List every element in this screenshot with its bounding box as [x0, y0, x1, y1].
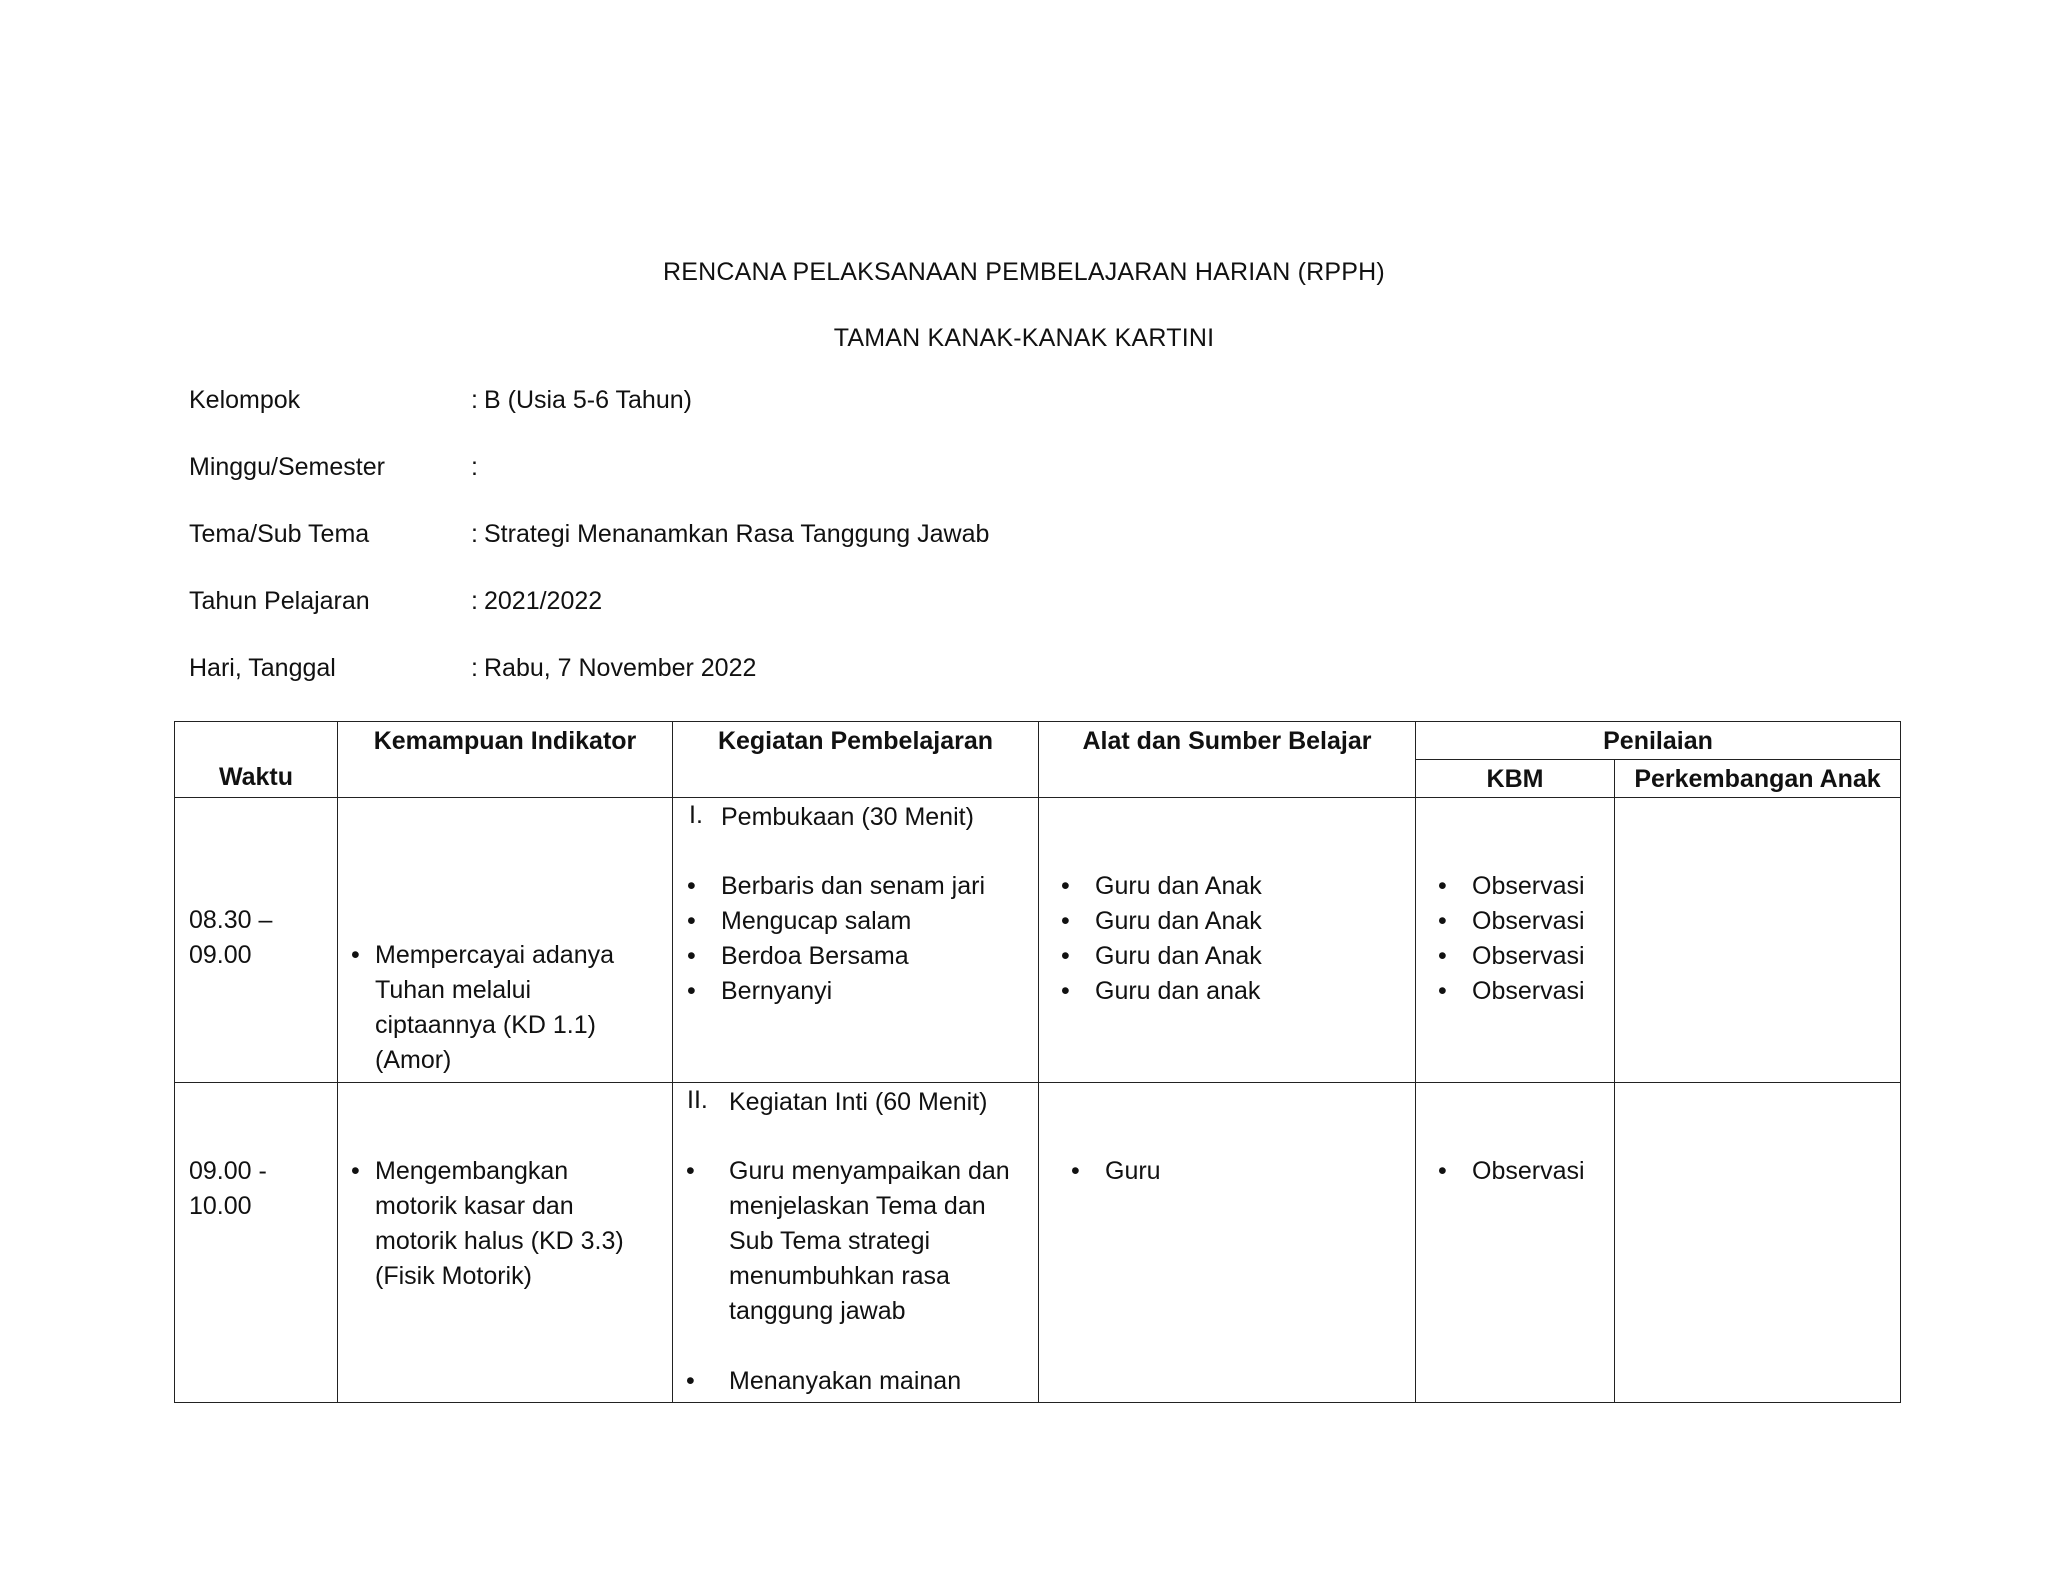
list-item: • Observasi	[1424, 1154, 1614, 1189]
cell-waktu	[175, 798, 338, 1083]
alat-list	[1039, 1154, 1415, 1189]
table-row	[175, 798, 1901, 1083]
waktu-end: 09.00	[189, 941, 252, 969]
header-alat-sumber-belajar: Alat dan Sumber Belajar	[1039, 722, 1416, 798]
kbm-list	[1416, 1154, 1614, 1189]
kegiatan-list	[673, 869, 1038, 1009]
cell-waktu	[175, 1083, 338, 1403]
kegiatan-line: • Guru menyampaikan dan	[729, 1157, 1010, 1185]
waktu-start: 08.30 –	[189, 906, 273, 934]
indikator-item	[338, 938, 672, 1078]
list-item: • Guru dan Anak	[1047, 939, 1415, 974]
cell-indikator	[338, 1083, 673, 1403]
section-title: Pembukaan (30 Menit)	[721, 803, 974, 831]
section-number: I.	[689, 801, 703, 829]
info-label: Tahun Pelajaran	[189, 587, 370, 615]
info-label: Kelompok	[189, 386, 301, 414]
list-item: • Guru	[1057, 1154, 1415, 1189]
cell-kbm	[1416, 1083, 1615, 1403]
kegiatan-line: • Menanyakan mainan	[729, 1367, 962, 1395]
info-separator: :	[471, 520, 478, 548]
header-penilaian: Penilaian	[1416, 722, 1901, 760]
indikator-item	[338, 1154, 672, 1294]
header-kemampuan-indikator: Kemampuan Indikator	[338, 722, 673, 798]
kegiatan-item	[673, 1364, 1038, 1399]
waktu-end: 10.00	[189, 1192, 252, 1220]
info-separator: :	[471, 654, 478, 682]
cell-kbm	[1416, 798, 1615, 1083]
list-item: • Guru dan anak	[1047, 974, 1415, 1009]
indikator-line: • Mengembangkan	[375, 1157, 569, 1185]
cell-alat	[1039, 798, 1416, 1083]
info-label: Minggu/Semester	[189, 453, 385, 481]
info-separator: :	[471, 386, 478, 414]
header-waktu: Waktu	[175, 722, 338, 798]
section-heading	[673, 798, 1038, 835]
indikator-line: (Fisik Motorik)	[375, 1262, 532, 1290]
school-name: TAMAN KANAK-KANAK KARTINI	[833, 324, 1215, 352]
kegiatan-line: menumbuhkan rasa	[729, 1262, 950, 1290]
info-value: Strategi Menanamkan Rasa Tanggung Jawab	[484, 520, 990, 548]
list-item: • Mengucap salam	[673, 904, 1038, 939]
cell-indikator	[338, 798, 673, 1083]
rpph-table-container	[174, 721, 1901, 1403]
list-item: • Berdoa Bersama	[673, 939, 1038, 974]
indikator-line: • Mempercayai adanya	[375, 941, 615, 969]
cell-kegiatan	[673, 1083, 1039, 1403]
kbm-list	[1416, 869, 1614, 1009]
info-value: 2021/2022	[484, 587, 603, 615]
indikator-line: Tuhan melalui	[375, 976, 532, 1004]
kegiatan-item	[673, 1154, 1038, 1329]
section-title: Kegiatan Inti (60 Menit)	[729, 1088, 988, 1116]
list-item: • Observasi	[1424, 869, 1614, 904]
page-title: RENCANA PELAKSANAAN PEMBELAJARAN HARIAN (RPPH)	[663, 258, 1385, 286]
list-item: • Observasi	[1424, 904, 1614, 939]
list-item: • Bernyanyi	[673, 974, 1038, 1009]
section-number: II.	[687, 1086, 708, 1114]
kegiatan-line: Sub Tema strategi	[729, 1227, 931, 1255]
cell-perkembangan-anak	[1615, 798, 1901, 1083]
info-separator: :	[471, 587, 478, 615]
list-item: • Observasi	[1424, 939, 1614, 974]
cell-alat	[1039, 1083, 1416, 1403]
info-separator: :	[471, 453, 478, 481]
cell-perkembangan-anak	[1615, 1083, 1901, 1403]
header-kegiatan-pembelajaran: Kegiatan Pembelajaran	[673, 722, 1039, 798]
list-item: • Observasi	[1424, 974, 1614, 1009]
info-label: Hari, Tanggal	[189, 654, 336, 682]
header-perkembangan-anak: Perkembangan Anak	[1615, 760, 1901, 798]
table-row	[175, 1083, 1901, 1403]
indikator-line: ciptaannya (KD 1.1)	[375, 1011, 596, 1039]
indikator-line: motorik kasar dan	[375, 1192, 574, 1220]
info-value: Rabu, 7 November 2022	[484, 654, 757, 682]
alat-list	[1039, 869, 1415, 1009]
list-item: • Guru dan Anak	[1047, 869, 1415, 904]
waktu-start: 09.00 -	[189, 1157, 267, 1185]
info-label: Tema/Sub Tema	[189, 520, 370, 548]
header-kbm: KBM	[1416, 760, 1615, 798]
indikator-line: (Amor)	[375, 1046, 452, 1074]
indikator-line: motorik halus (KD 3.3)	[375, 1227, 624, 1255]
section-heading	[673, 1083, 1038, 1120]
rpph-table	[174, 721, 1901, 1403]
kegiatan-line: tanggung jawab	[729, 1297, 906, 1325]
info-value: B (Usia 5-6 Tahun)	[484, 386, 692, 414]
list-item: • Berbaris dan senam jari	[673, 869, 1038, 904]
kegiatan-line: menjelaskan Tema dan	[729, 1192, 986, 1220]
list-item: • Guru dan Anak	[1047, 904, 1415, 939]
cell-kegiatan	[673, 798, 1039, 1083]
